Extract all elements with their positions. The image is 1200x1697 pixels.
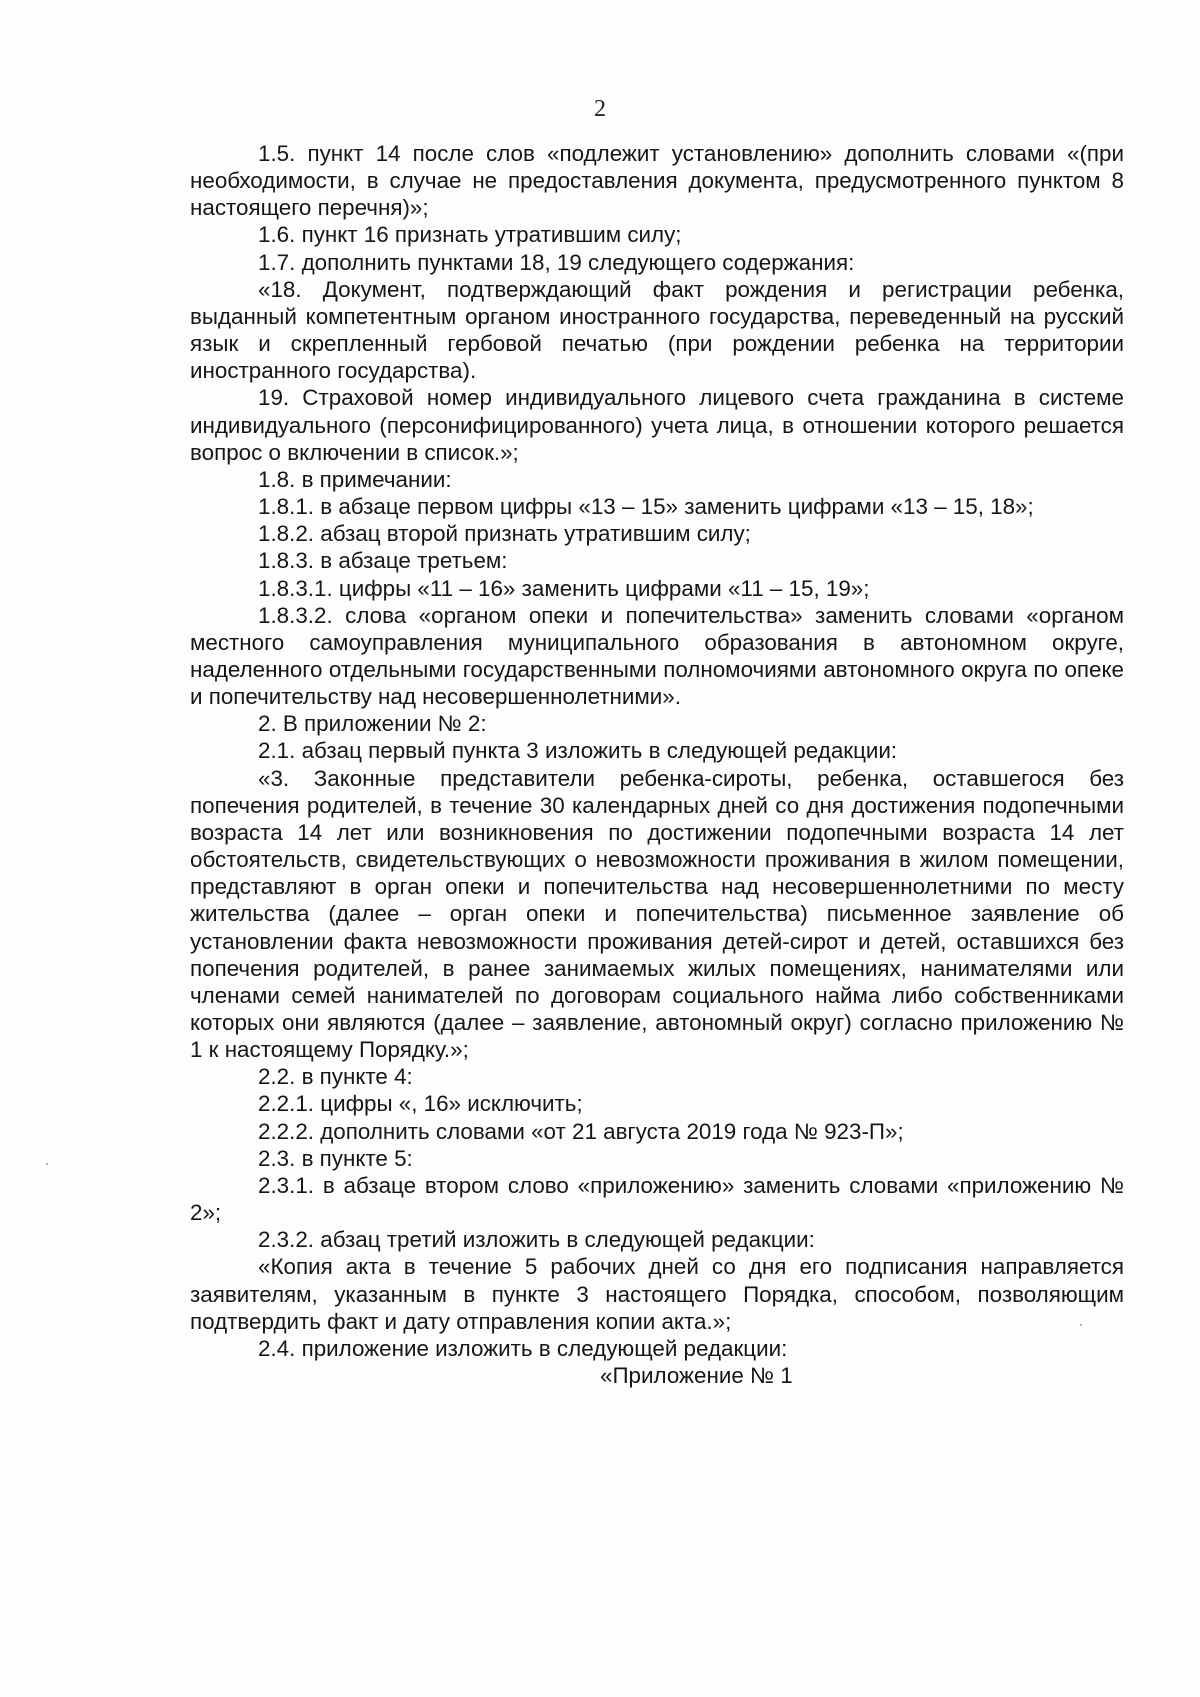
paragraph-1-8: 1.8. в примечании: — [258, 466, 452, 492]
document-body — [190, 140, 1124, 1389]
paragraph-2-1: 2.1. абзац первый пункта 3 изложить в следующей редакции: — [258, 738, 898, 764]
paragraph-1-8-2: 1.8.2. абзац второй признать утратившим силу; — [258, 521, 751, 547]
paragraph-1-5: 1.5. пункт 14 после слов «подлежит установлению» дополнить словами «(при необходимости, в случае не предоставления документа, предусмотренного пунктом 8 настоящего перечня)»; — [190, 141, 1124, 221]
paragraph-2-2-2: 2.2.2. дополнить словами «от 21 августа 2019 года № 923-П»; — [258, 1118, 904, 1144]
paragraph-2-3: 2.3. в пункте 5: — [258, 1145, 413, 1171]
paragraph-item-18: «18. Документ, подтверждающий факт рождения и регистрации ребенка, выданный компетентным органом иностранного государства, переведенный на русский язык и скрепленный гербовой печатью (при рождении ребенка на территории иностранного государства). — [190, 276, 1124, 384]
appendix-heading: «Приложение № 1 — [600, 1363, 793, 1389]
paragraph-1-8-1: 1.8.1. в абзаце первом цифры «13 – 15» заменить цифрами «13 – 15, 18»; — [258, 494, 1034, 520]
scan-speck — [1080, 1324, 1082, 1326]
paragraph-1-7: 1.7. дополнить пунктами 18, 19 следующего содержания: — [258, 249, 855, 275]
paragraph-1-6: 1.6. пункт 16 признать утратившим силу; — [258, 222, 682, 248]
paragraph-2-4: 2.4. приложение изложить в следующей редакции: — [258, 1335, 788, 1361]
paragraph-2-3-2: 2.3.2. абзац третий изложить в следующей редакции: — [258, 1227, 815, 1253]
paragraph-item-3: «3. Законные представители ребенка-сироты, ребенка, оставшегося без попечения родителей, в течение 30 календарных дней со дня достижения подопечными возраста 14 лет или возникновения по достижении подопечными возраста 14 лет обстоятельств, свидетельствующих о невозможности проживания в жилом помещении, представляют в орган опеки и попечительства над несовершеннолетними по месту жительства (далее – орган опеки и попечительства) письменное заявление об установлении факта невозможности проживания детей-сирот и детей, оставшихся без попечения родителей, в ранее занимаемых жилых помещениях, нанимателями или членами семей нанимателей по договорам социального найма либо собственниками которых они являются (далее – заявление, автономный округ) согласно приложению № 1 к настоящему Порядку.»; — [190, 765, 1124, 1063]
paragraph-2-2-1: 2.2.1. цифры «, 16» исключить; — [258, 1091, 583, 1117]
paragraph-item-19: 19. Страховой номер индивидуального лицевого счета гражданина в системе индивидуального (персонифицированного) учета лица, в отношении которого решается вопрос о включении в список.»; — [190, 385, 1124, 465]
paragraph-2: 2. В приложении № 2: — [258, 711, 487, 737]
paragraph-2-2: 2.2. в пункте 4: — [258, 1064, 413, 1090]
page-number: 2 — [594, 96, 606, 122]
paragraph-1-8-3-1: 1.8.3.1. цифры «11 – 16» заменить цифрами «11 – 15, 19»; — [258, 575, 870, 601]
paragraph-copy-act: «Копия акта в течение 5 рабочих дней со дня его подписания направляется заявителям, указанным в пункте 3 настоящего Порядка, способом, позволяющим подтвердить факт и дату отправления копии акта.»; — [190, 1254, 1124, 1334]
paragraph-2-3-1: 2.3.1. в абзаце втором слово «приложению» заменить словами «приложению № 2»; — [190, 1172, 1124, 1226]
paragraph-1-8-3: 1.8.3. в абзаце третьем: — [258, 548, 508, 574]
scan-speck — [46, 1163, 48, 1165]
paragraph-1-8-3-2: 1.8.3.2. слова «органом опеки и попечительства» заменить словами «органом местного самоуправления муниципального образования в автономном округе, наделенного отдельными государственными полномочиями автономного округа по опеке и попечительству над несовершеннолетними». — [190, 602, 1124, 710]
